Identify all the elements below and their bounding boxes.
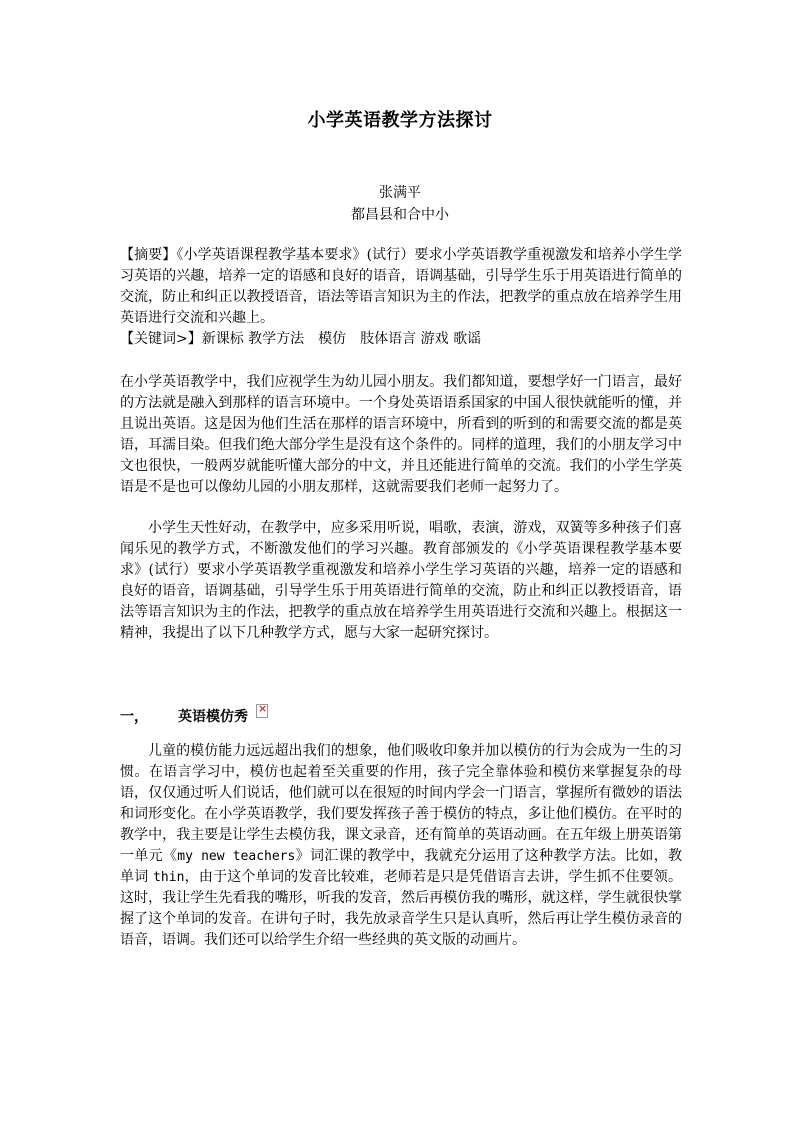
english-word-thin: thin bbox=[153, 870, 185, 885]
section-number: 一， bbox=[120, 709, 148, 725]
paragraph-3-part-c: ，由于这个单词的发音比较难，老师若是只是凭借语言去讲，学生抓不住要领。这时，我让学生先看我的嘴形，听我的发音，然后再模仿我的嘴形，就这样，学生就很快掌握了这个单词的发音。在讲句子时，我先放录音学生只是认真听，然后再让学生模仿录音的语音，语调。我们还可以给学生介绍一些经典的英文版的动画片。 bbox=[120, 869, 683, 948]
broken-image-icon bbox=[256, 704, 268, 718]
body-paragraph-3 bbox=[120, 741, 682, 951]
english-phrase-my-new-teachers: my new teachers bbox=[177, 849, 296, 864]
paragraph-3-part-b: 》词汇课的教学中，我就充分运用了这种教学方法。比如，教单词 bbox=[120, 848, 683, 885]
section-heading-1 bbox=[120, 706, 268, 726]
author-affiliation: 都昌县和合中小 bbox=[351, 207, 449, 223]
body-paragraph-2: 小学生天性好动，在教学中，应多采用听说，唱歌，表演，游戏，双簧等多种孩子们喜闻乐见的教学方式，不断激发他们的学习兴趣。教育部颁发的《小学英语课程教学基本要求》(试行）要求小学英语教学重视激发和培养小学生学习英语的兴趣，培养一定的语感和良好的语音，语调基础，引导学生乐于用英语进行简单的交流，防止和纠正以教授语音，语法等语言知识为主的作法，把教学的重点放在培养学生用英语进行交流和兴趣上。根据这一精神，我提出了以下几种教学方式，愿与大家一起研究探讨。 bbox=[120, 520, 682, 641]
section-title: 英语模仿秀 bbox=[178, 709, 248, 725]
document-title: 小学英语教学方法探讨 bbox=[307, 110, 493, 131]
paragraph-3-part-a: 儿童的模仿能力远远超出我们的想象，他们吸收印象并加以模仿的行为会成为一生的习惯。在语言学习中，模仿也起着至关重要的作用，孩子完全靠体验和模仿来掌握复杂的母语，仅仅通过听人们说话，他们就可以在很短的时间内学会一门语言，掌握所有微妙的语法和词形变化。在小学英语教学，我们要发挥孩子善于模仿的特点，多让他们模仿。在平时的教学中，我主要是让学生去模仿我，课文录音，还有简单的英语动画。在五年级上册英语第一单元《 bbox=[120, 743, 682, 864]
author-name: 张满平 bbox=[379, 185, 421, 201]
keywords-line: 【关键词>】新课标 教学方法 模仿 肢体语言 游戏 歌谣 bbox=[120, 331, 482, 347]
body-paragraph-1: 在小学英语教学中，我们应视学生为幼儿园小朋友。我们都知道，要想学好一门语言，最好的方法就是融入到那样的语言环境中。一个身处英语语系国家的中国人很快就能听的懂，并且说出英语。这是因为他们生活在那样的语言环境中，所看到的听到的和需要交流的都是英语，耳濡目染。但我们绝大部分学生是没有这个条件的。同样的道理，我们的小朋友学习中文也很快，一般两岁就能听懂大部分的中文，并且还能进行简单的交流。我们的小学生学英语是不是也可以像幼儿园的小朋友那样，这就需要我们老师一起努力了。 bbox=[120, 374, 682, 495]
abstract-paragraph: 【摘要】《小学英语课程教学基本要求》(试行）要求小学英语教学重视激发和培养小学生学习英语的兴趣，培养一定的语感和良好的语音，语调基础，引导学生乐于用英语进行简单的交流，防止和纠正以教授语音，语法等语言知识为主的作法，把教学的重点放在培养学生用英语进行交流和兴趣上。 bbox=[120, 247, 682, 326]
